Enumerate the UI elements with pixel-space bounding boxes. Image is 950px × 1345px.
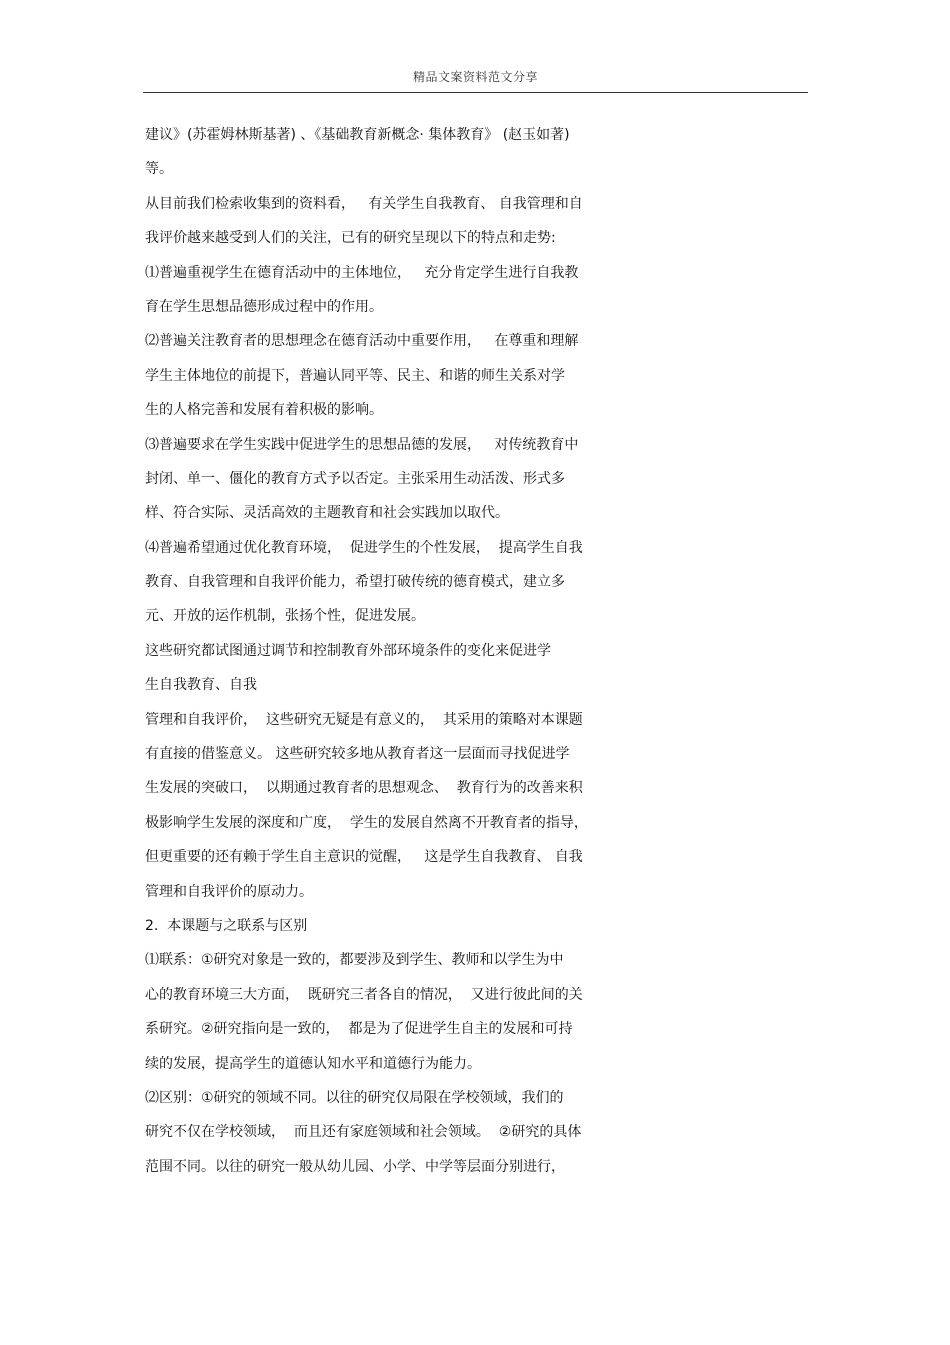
section-heading: 2. 本课题与之联系与区别	[145, 917, 308, 934]
text-line: 这些研究都试图通过调节和控制教育外部环境条件的变化来促进学	[145, 642, 551, 659]
text-line: 建议》(苏霍姆林斯基著) 、《基础教育新概念· 集体教育》 (赵玉如著)	[145, 127, 570, 143]
text-line: 生自我教育、自我	[145, 677, 257, 694]
text-line: 育在学生思想品德形成过程中的作用。	[145, 298, 383, 315]
text-line: 教育、自我管理和自我评价能力，希望打破传统的德育模式，建立多	[145, 574, 565, 591]
text-line: 我评价越来越受到人们的关注，已有的研究呈现以下的特点和走势:	[145, 230, 556, 247]
text-line: 管理和自我评价， 这些研究无疑是有意义的， 其采用的策略对本课题	[145, 711, 583, 728]
text-line: ⑴联系：①研究对象是一致的，都要涉及到学生、教师和以学生为中	[145, 952, 564, 969]
text-line: 生发展的突破口， 以期通过教育者的思想观念、 教育行为的改善来积	[145, 780, 583, 797]
page-header	[143, 66, 808, 93]
text-line: 学生主体地位的前提下，普遍认同平等、民主、和谐的师生关系对学	[145, 367, 565, 384]
text-line: 范围不同。以往的研究一般从幼儿园、小学、中学等层面分别进行，	[145, 1158, 565, 1175]
text-line: 元、开放的运作机制，张扬个性，促进发展。	[145, 608, 425, 625]
document-body	[145, 118, 815, 1184]
text-line: 研究不仅在学校领域， 而且还有家庭领域和社会领域。 ②研究的具体	[145, 1124, 582, 1141]
text-line: 管理和自我评价的原动力。	[145, 883, 313, 900]
text-line: 等。	[145, 161, 173, 178]
text-line: 从目前我们检索收集到的资料看， 有关学生自我教育、 自我管理和自	[145, 195, 583, 212]
text-line: 有直接的借鉴意义。 这些研究较多地从教育者这一层面而寻找促进学	[145, 746, 570, 763]
text-line: 生的人格完善和发展有着积极的影响。	[145, 402, 383, 419]
text-line: ⑵区别：①研究的领域不同。以往的研究仅局限在学校领域，我们的	[145, 1089, 564, 1106]
text-line: 续的发展，提高学生的道德认知水平和道德行为能力。	[145, 1055, 481, 1072]
text-line: 心的教育环境三大方面， 既研究三者各自的情况， 又进行彼此间的关	[145, 986, 583, 1003]
text-line: 样、符合实际、灵活高效的主题教育和社会实践加以取代。	[145, 505, 509, 522]
text-line: 系研究。②研究指向是一致的， 都是为了促进学生自主的发展和可持	[145, 1021, 573, 1038]
text-line: 极影响学生发展的深度和广度， 学生的发展自然离不开教育者的指导，	[145, 814, 588, 831]
text-line: 但更重要的还有赖于学生自主意识的觉醒， 这是学生自我教育、 自我	[145, 849, 583, 866]
text-line: ⑴普遍重视学生在德育活动中的主体地位， 充分肯定学生进行自我教	[145, 264, 579, 281]
text-line: 封闭、单一、僵化的教育方式予以否定。主张采用生动活泼、形式多	[145, 470, 565, 487]
header-title: 精品文案资料范文分享	[412, 70, 538, 84]
text-line: ⑷普遍希望通过优化教育环境， 促进学生的个性发展， 提高学生自我	[145, 539, 583, 556]
text-line: ⑵普遍关注教育者的思想理念在德育活动中重要作用， 在尊重和理解	[145, 333, 579, 350]
text-line: ⑶普遍要求在学生实践中促进学生的思想品德的发展， 对传统教育中	[145, 436, 579, 453]
